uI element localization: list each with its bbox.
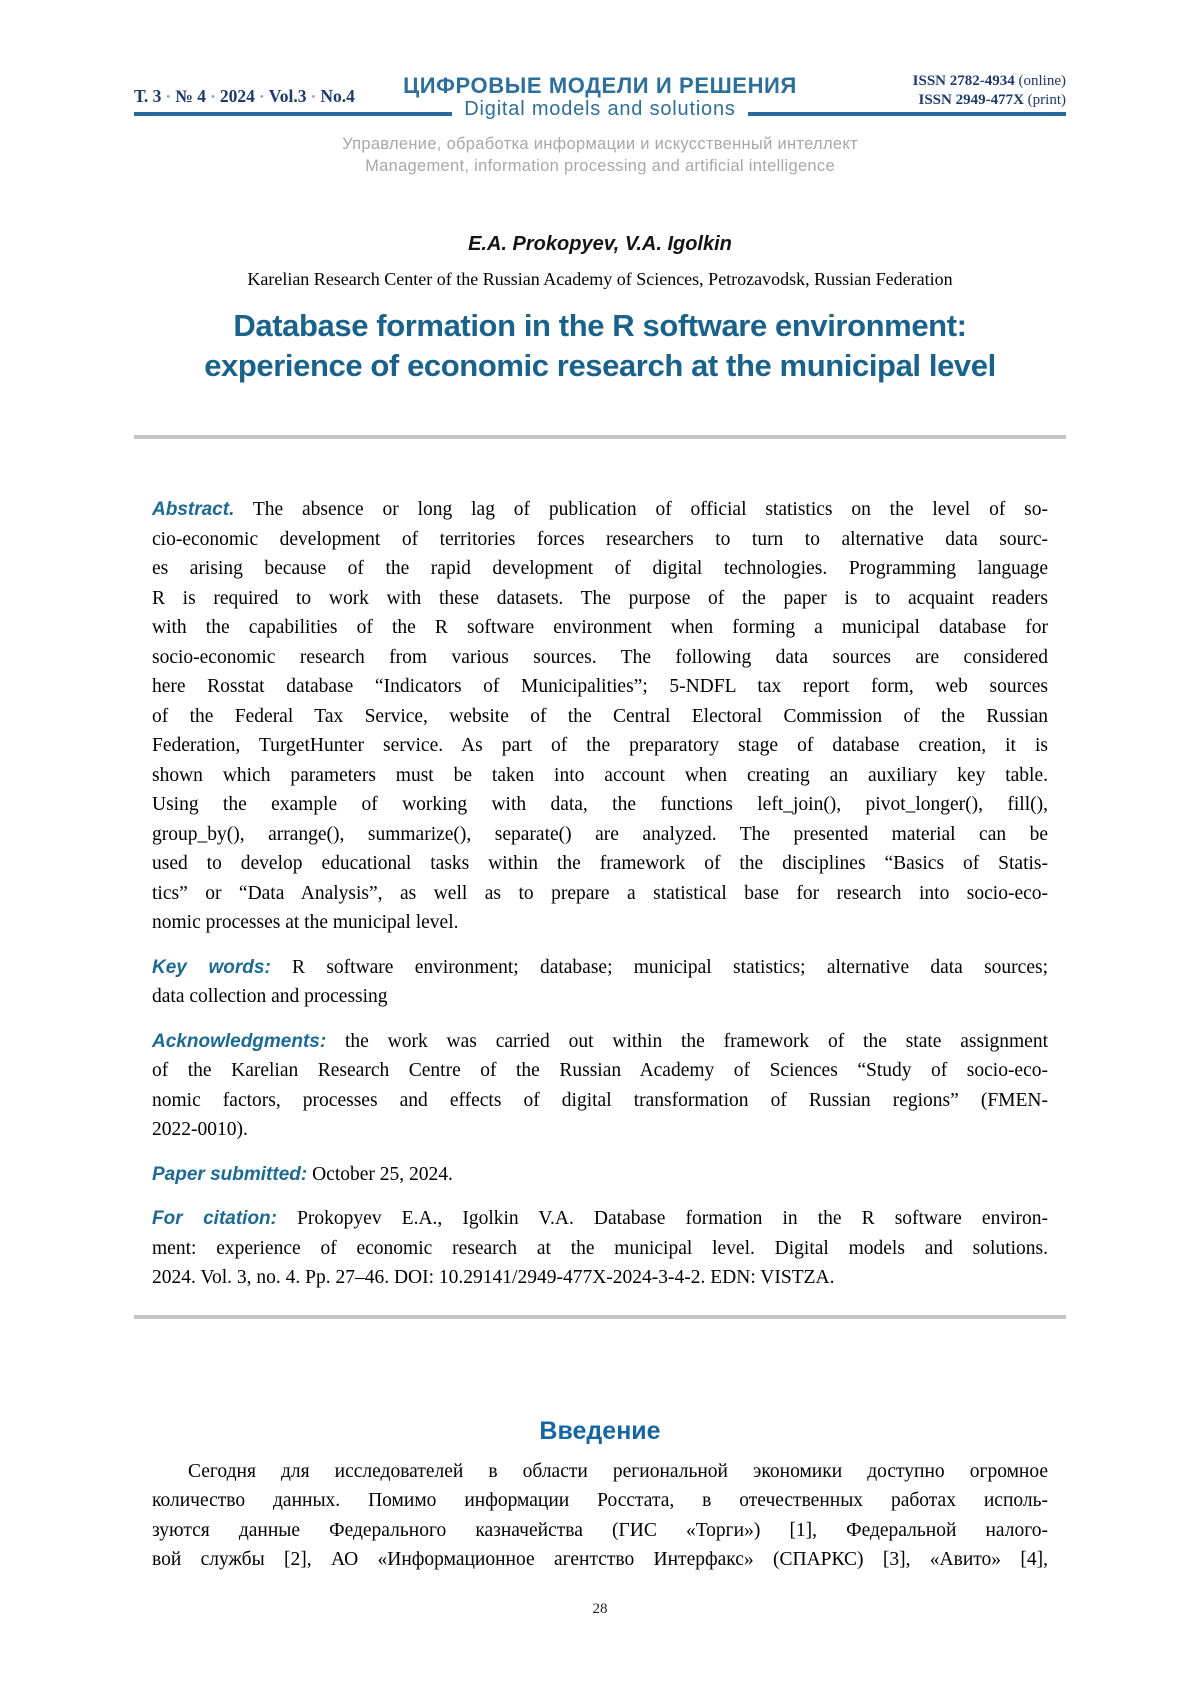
article-content xyxy=(134,233,1066,1575)
paper-submitted-paragraph xyxy=(152,1160,1048,1190)
text-line: nomic processes at the municipal level. xyxy=(152,912,459,933)
volume-segment: 2024 xyxy=(219,86,255,106)
text-line: количество данных. Помимо информации Росстата, в отечественных работах исполь- xyxy=(152,1490,1048,1511)
text-line: of the Federal Tax Service, website of the Central Electoral Commission of the Russian xyxy=(152,705,1048,727)
text-line: Key words: R software environment; database; municipal statistics; alternative data sources; xyxy=(152,956,1048,978)
issn-block xyxy=(913,72,1066,110)
text-line: nomic factors, processes and effects of digital transformation of Russian regions” (FMEN- xyxy=(152,1089,1048,1111)
masthead xyxy=(134,0,1066,177)
text-line: es arising because of the rapid development of digital technologies. Programming language xyxy=(152,558,1048,579)
text-line: Federation, TurgetHunter service. As part of the preparatory stage of database creation, it is xyxy=(152,735,1048,756)
paragraph-label: Acknowledgments: xyxy=(152,1030,327,1052)
article-front-matter xyxy=(152,495,1048,1293)
issn-online xyxy=(913,72,1066,91)
volume-segment: Т. 3 xyxy=(134,86,162,106)
text-line: socio-economic research from various sources. The following data sources are considered xyxy=(152,646,1048,668)
section-label-en: Management, information processing and artificial intelligence xyxy=(365,157,835,175)
introduction-heading: Введение xyxy=(539,1416,661,1445)
text-line: Acknowledgments: the work was carried out within the framework of the state assignment xyxy=(152,1030,1048,1052)
divider-top xyxy=(134,435,1066,439)
separator-dot: • xyxy=(311,91,316,103)
journal-logo-ru: ЦИФРОВЫЕ МОДЕЛИ И РЕШЕНИЯ xyxy=(403,73,797,98)
volume-segment: No.4 xyxy=(320,86,355,106)
volume-segment: Vol.3 xyxy=(268,86,307,106)
paragraph-label: For citation: xyxy=(152,1208,277,1229)
introduction-paragraph xyxy=(152,1457,1048,1575)
journal-section-label xyxy=(134,133,1066,177)
issn-print-mode: (print) xyxy=(1027,92,1066,108)
text-line: Abstract. The absence or long lag of publication of official statistics on the level of so- xyxy=(152,499,1048,520)
page-number: 28 xyxy=(592,1601,608,1617)
text-line: used to develop educational tasks within the framework of the disciplines “Basics of Statis- xyxy=(152,853,1048,874)
keywords-paragraph xyxy=(152,953,1048,1012)
text-line: 2024. Vol. 3, no. 4. Pp. 27–46. DOI: 10.29141/2949-477X-2024-3-4-2. EDN: VISTZA. xyxy=(152,1267,835,1288)
paragraph-label: Key words: xyxy=(152,956,271,978)
text-line: shown which parameters must be taken into account when creating an auxiliary key table. xyxy=(152,764,1048,786)
text-line: with the capabilities of the R software environment when forming a municipal database for xyxy=(152,617,1048,638)
issn-online-code: ISSN 2782-4934 xyxy=(912,73,1015,89)
article-title xyxy=(134,306,1066,386)
masthead-rule-right xyxy=(748,112,1066,116)
text-line: зуются данные Федерального казначейства (ГИС «Торги») [1], Федеральной налого- xyxy=(152,1519,1048,1541)
text-line: here Rosstat database “Indicators of Municipalities”; 5-NDFL tax report form, web sources xyxy=(152,676,1048,697)
issn-online-mode: (online) xyxy=(1018,73,1066,89)
text-line: data collection and processing xyxy=(152,986,388,1007)
issn-print xyxy=(913,91,1066,110)
text-line: For citation: Prokopyev E.A., Igolkin V.A. Database formation in the R software environ- xyxy=(152,1208,1048,1229)
journal-logo-en: Digital models and solutions xyxy=(464,98,736,120)
separator-dot: • xyxy=(259,91,264,103)
text-line: cio-economic development of territories forces researchers to turn to alternative data sourc- xyxy=(152,528,1048,550)
affiliation-line: Karelian Research Center of the Russian Academy of Sciences, Petrozavodsk, Russian Federation xyxy=(247,269,953,289)
volume-issue-line xyxy=(134,86,355,107)
title-line: Database formation in the R software environment: xyxy=(233,308,967,343)
separator-dot: • xyxy=(211,91,215,103)
text-line: Сегодня для исследователей в области региональной экономики доступно огромное xyxy=(188,1460,1048,1482)
paragraph-label: Abstract. xyxy=(152,499,235,520)
section-label-ru: Управление, обработка информации и искусственный интеллект xyxy=(342,135,858,153)
abstract-paragraph xyxy=(152,495,1048,938)
text-line: of the Karelian Research Centre of the Russian Academy of Sciences “Study of socio-eco- xyxy=(152,1060,1048,1081)
authors-line: E.A. Prokopyev, V.A. Igolkin xyxy=(468,233,732,255)
title-line: experience of economic research at the municipal level xyxy=(204,348,996,383)
divider-bottom xyxy=(134,1315,1066,1319)
issn-print-code: ISSN 2949-477X xyxy=(918,92,1024,108)
text-line: group_by(), arrange(), summarize(), separate() are analyzed. The presented material can be xyxy=(152,823,1048,845)
separator-dot: • xyxy=(166,91,171,103)
masthead-rule-left xyxy=(134,112,452,116)
introduction-body xyxy=(152,1457,1048,1575)
text-line: ment: experience of economic research at the municipal level. Digital models and solutions. xyxy=(152,1237,1048,1259)
paragraph-label: Paper submitted: xyxy=(152,1163,308,1185)
volume-segment: № 4 xyxy=(175,86,206,106)
acknowledgments-paragraph xyxy=(152,1027,1048,1145)
text-line: tics” or “Data Analysis”, as well as to prepare a statistical base for research into socio-eco- xyxy=(152,882,1048,904)
text-line: 2022-0010). xyxy=(152,1119,248,1140)
text-line: Paper submitted: October 25, 2024. xyxy=(152,1163,453,1185)
citation-paragraph xyxy=(152,1204,1048,1293)
text-line: вой службы [2], АО «Информационное агентство Интерфакс» (СПАРКС) [3], «Авито» [4], xyxy=(152,1549,1048,1570)
text-line: R is required to work with these datasets. The purpose of the paper is to acquaint readers xyxy=(152,587,1048,609)
text-line: Using the example of working with data, the functions left_join(), pivot_longer(), fill(), xyxy=(152,794,1048,815)
